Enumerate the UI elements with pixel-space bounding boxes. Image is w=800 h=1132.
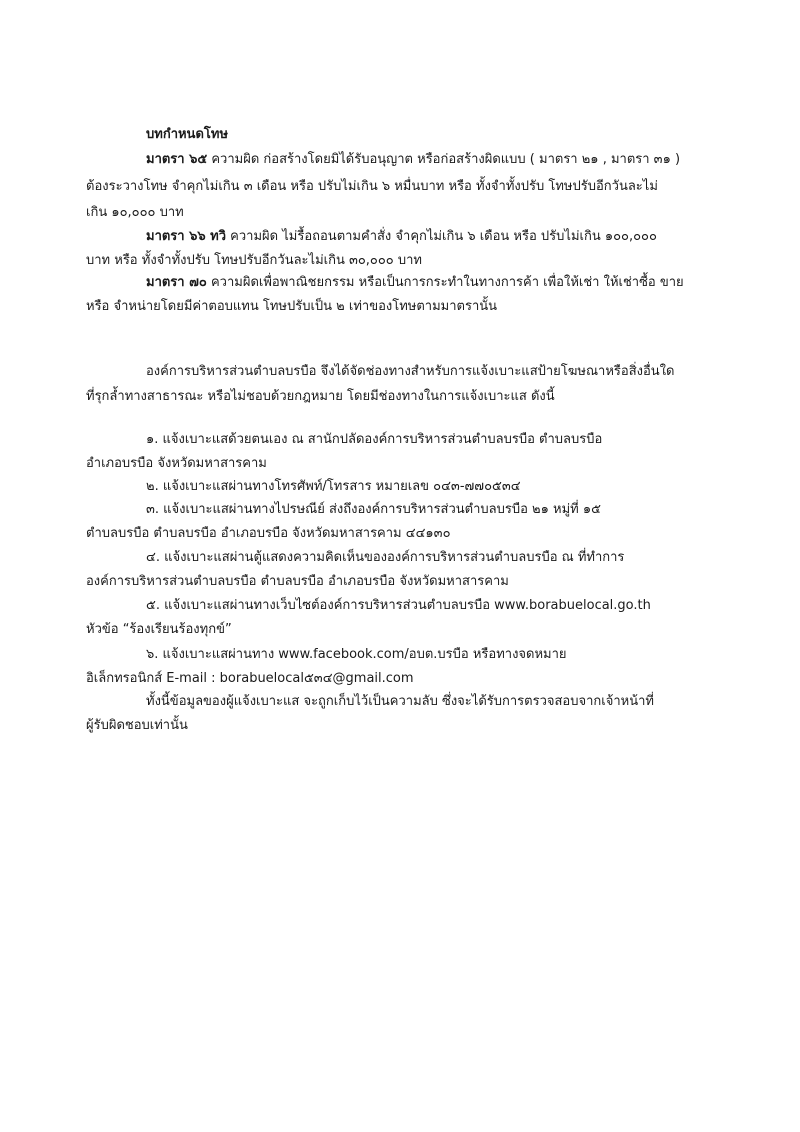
section-70-label: มาตรา ๗๐	[146, 275, 207, 290]
section-65-line-3: เกิน ๑๐,๐๐๐ บาท	[86, 205, 184, 220]
closing-line-2: ผู้รับผิดชอบเท่านั้น	[86, 718, 188, 733]
intro-line-2: ที่รุกล้ำทางสาธารณะ หรือไม่ชอบด้วยกฎหมาย โดยมีช่องทางในการแจ้งเบาะแส ดังนี้	[86, 389, 555, 404]
channel-1-line-1: ๑. แจ้งเบาะแสด้วยตนเอง ณ สานักปลัดองค์การบริหารส่วนตำบลบรบือ ตำบลบรบือ	[146, 432, 603, 447]
channel-2-line-1: ๒. แจ้งเบาะแสผ่านทางโทรศัพท์/โทรสาร หมายเลข ๐๔๓-๗๗๐๕๓๔	[146, 479, 521, 494]
section-66bis-text-1: ความผิด ไม่รื้อถอนตามคำสั่ง จำคุกไม่เกิน ๖ เดือน หรือ ปรับไม่เกิน ๑๐๐,๐๐๐	[230, 229, 657, 244]
channel-6-line-1: ๖. แจ้งเบาะแสผ่านทาง www.facebook.com/อบต.บรบือ หรือทางจดหมาย	[146, 647, 567, 662]
channel-3-line-1: ๓. แจ้งเบาะแสผ่านทางไปรษณีย์ ส่งถึงองค์การบริหารส่วนตำบลบรบือ ๒๑ หมู่ที่ ๑๕	[146, 502, 601, 517]
channel-3-line-2: ตำบลบรบือ ตำบลบรบือ อำเภอบรบือ จังหวัดมหาสารคาม ๔๔๑๓๐	[86, 526, 451, 541]
channel-4-line-2: องค์การบริหารส่วนตำบลบรบือ ตำบลบรบือ อำเภอบรบือ จังหวัดมหาสารคาม	[86, 574, 509, 589]
closing-line-1: ทั้งนี้ข้อมูลของผู้แจ้งเบาะแส จะถูกเก็บไว้เป็นความลับ ซึ่งจะได้รับการตรวจสอบจากเจ้าหน้าที่	[146, 694, 654, 709]
section-66bis-label: มาตรา ๖๖ ทวิ	[146, 229, 227, 244]
section-65-text-1: ความผิด ก่อสร้างโดยมิได้รับอนุญาต หรือก่อสร้างผิดแบบ ( มาตรา ๒๑ , มาตรา ๓๑ )	[211, 152, 681, 167]
channel-5-line-1: ๕. แจ้งเบาะแสผ่านทางเว็บไซต์องค์การบริหารส่วนตำบลบรบือ www.borabuelocal.go.th	[146, 598, 651, 613]
section-70-line-1	[146, 276, 800, 289]
channel-6-line-2: อิเล็กทรอนิกส์ E-mail : borabuelocal๕๓๔@gmail.com	[86, 671, 414, 686]
section-70-text-1: ความผิดเพื่อพาณิชยกรรม หรือเป็นการกระทำในทางการค้า เพื่อให้เช่า ให้เช่าซื้อ ขาย	[210, 275, 684, 290]
channel-5-line-2: หัวข้อ “ร้องเรียนร้องทุกข์”	[86, 622, 232, 637]
section-66bis-line-1	[146, 230, 800, 243]
intro-line-1: องค์การบริหารส่วนตำบลบรบือ จึงได้จัดช่องทางสำหรับการแจ้งเบาะแสป้ายโฆษณาหรือสิ่งอื่นใด	[146, 364, 675, 379]
section-65-line-2: ต้องระวางโทษ จำคุกไม่เกิน ๓ เดือน หรือ ปรับไม่เกิน ๖ หมื่นบาท หรือ ทั้งจำทั้งปรับ โทษปรับอีกวันละไม่	[86, 179, 658, 194]
section-70-line-2: หรือ จำหน่ายโดยมีค่าตอบแทน โทษปรับเป็น ๒ เท่าของโทษตามมาตรานั้น	[86, 299, 498, 314]
section-66bis-line-2: บาท หรือ ทั้งจำทั้งปรับ โทษปรับอีกวันละไม่เกิน ๓๐,๐๐๐ บาท	[86, 253, 422, 268]
section-65-line-1	[146, 153, 800, 166]
section-65-label: มาตรา ๖๕	[146, 152, 208, 167]
channel-1-line-2: อำเภอบรบือ จังหวัดมหาสารคาม	[86, 456, 267, 471]
channel-4-line-1: ๔. แจ้งเบาะแสผ่านตู้แสดงความคิดเห็นขององค์การบริหารส่วนตำบลบรบือ ณ ที่ทำการ	[146, 550, 625, 565]
penalty-heading: บทกำหนดโทษ	[146, 127, 229, 142]
